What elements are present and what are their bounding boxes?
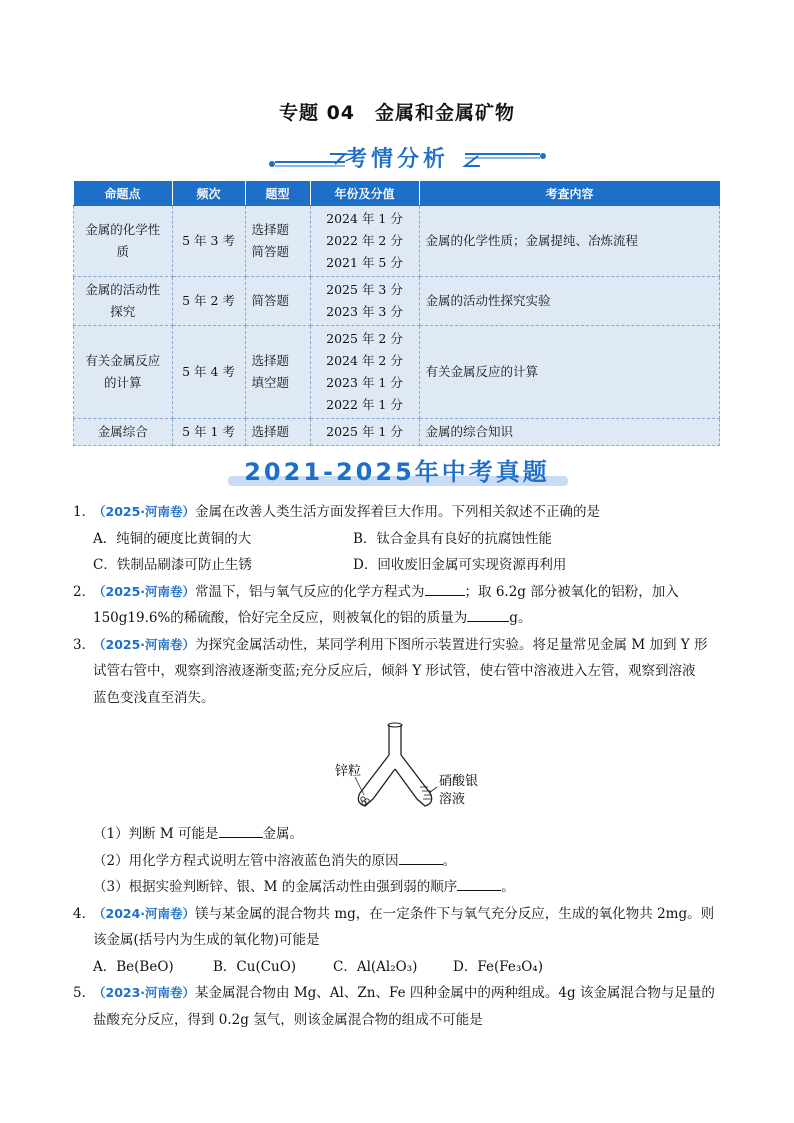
question-4-options <box>73 954 733 981</box>
cell-content: 金属的综合知识 <box>419 419 720 446</box>
question-stem: 为探究金属活动性，某同学利用下图所示装置进行实验。将足量常见金属 M 加到 Y 形 <box>195 636 708 653</box>
table-row <box>74 326 720 419</box>
question-5 <box>73 980 733 1007</box>
cell-frequency: 5 年 3 考 <box>172 206 245 277</box>
sub-question-text: 。 <box>501 879 515 895</box>
question-number: 1． <box>73 504 96 520</box>
cell-content: 金属的化学性质；金属提纯、冶炼流程 <box>419 206 720 277</box>
option-a: A．Be(BeO) <box>93 958 174 975</box>
option-c: C．Al(Al₂O₃) <box>333 958 418 975</box>
cell-frequency: 5 年 1 考 <box>172 419 245 446</box>
question-1 <box>73 499 733 526</box>
question-number: 3． <box>73 636 96 653</box>
sub-question-text: （2）用化学方程式说明左管中溶液蓝色消失的原因 <box>93 852 399 869</box>
label-silver-nitrate: 硝酸银 <box>439 774 479 789</box>
question-number: 5． <box>73 985 96 1001</box>
question-stem: 某金属混合物由 Mg、Al、Zn、Fe 四种金属中的两种组成。4g 该金属混合物与足量的 <box>195 985 715 1001</box>
col-header-content: 考查内容 <box>419 181 720 206</box>
question-stem: 150g19.6%的稀硫酸，恰好完全反应，则被氧化的铝的质量为 <box>93 610 468 626</box>
cell-topic: 金属的化学性 质 <box>74 206 173 277</box>
question-stem: g。 <box>509 610 532 626</box>
answer-blank <box>467 607 509 622</box>
cell-topic: 有关金属反应 的计算 <box>74 326 173 419</box>
cell-topic: 金属的活动性 探究 <box>74 277 173 326</box>
answer-blank <box>399 850 443 865</box>
question-source: （2025·河南卷） <box>93 504 196 519</box>
question-3-line-2: 试管右管中，观察到溶液逐渐变蓝;充分反应后，倾斜 Y 形试管，使右管中溶液进入左管，观察到溶液 <box>93 663 696 679</box>
question-source: （2023·河南卷） <box>93 985 196 1000</box>
answer-blank <box>425 581 465 596</box>
question-4-line-2: 该金属(括号内为生成的氧化物)可能是 <box>93 932 320 948</box>
page-title: 专题 04 金属和金属矿物 <box>278 102 516 124</box>
cell-years: 2025 年 1 分 <box>310 419 419 446</box>
question-2 <box>73 579 733 606</box>
option-b: B．钛合金具有良好的抗腐蚀性能 <box>353 530 552 547</box>
label-zinc-granules: 锌粒 <box>335 764 362 779</box>
question-source: （2025·河南卷） <box>93 636 196 652</box>
table-row <box>74 277 720 326</box>
answer-blank <box>457 876 501 891</box>
table-header-row <box>74 181 720 206</box>
cell-content: 金属的活动性探究实验 <box>419 277 720 326</box>
option-a: A．纯铜的硬度比黄铜的大 <box>93 530 252 547</box>
sub-question-text: （3）根据实验判断锌、银、M 的金属活动性由强到弱的顺序 <box>93 879 458 895</box>
table-row <box>74 419 720 446</box>
table-row <box>74 206 720 277</box>
cell-type: 简答题 <box>245 277 310 326</box>
col-header-years: 年份及分值 <box>310 181 419 206</box>
question-stem: ；取 6.2g 部分被氧化的铝粉，加入 <box>464 583 679 600</box>
question-3-sub-1 <box>73 821 733 848</box>
section-title: 2021-2025年中考真题 <box>244 458 550 486</box>
question-list <box>73 499 733 1033</box>
sub-question-text: 。 <box>442 852 457 869</box>
sub-question-text: （1）判断 M 可能是 <box>93 826 219 842</box>
question-4 <box>73 901 733 928</box>
cell-frequency: 5 年 4 考 <box>172 326 245 419</box>
question-5-line-2: 盐酸充分反应，得到 0.2g 氢气，则该金属混合物的组成不可能是 <box>93 1011 483 1028</box>
question-3 <box>73 632 733 659</box>
option-b: B．Cu(CuO) <box>213 958 297 975</box>
question-stem: 金属在改善人类生活方面发挥着巨大作用。下列相关叙述不正确的是 <box>195 504 601 520</box>
cell-type: 选择题 <box>245 419 310 446</box>
cell-years: 2025 年 2 分 2024 年 2 分 2023 年 1 分 2022 年 1 分 <box>310 326 419 419</box>
cell-frequency: 5 年 2 考 <box>172 277 245 326</box>
banner-title: 考情分析 <box>344 147 449 172</box>
question-3-sub-2 <box>73 848 733 875</box>
option-c: C．铁制品刷漆可防止生锈 <box>93 557 252 573</box>
cell-content: 有关金属反应的计算 <box>419 326 720 419</box>
question-3-line-3: 蓝色变浅直至消失。 <box>93 689 215 706</box>
cell-type: 选择题 简答题 <box>245 206 310 277</box>
col-header-frequency: 频次 <box>172 181 245 206</box>
y-tube-diagram <box>73 711 733 821</box>
cell-type: 选择题 填空题 <box>245 326 310 419</box>
question-1-options-row-1 <box>73 526 733 553</box>
question-2-continued <box>73 605 733 632</box>
sub-question-text: 金属。 <box>262 826 303 842</box>
y-tube-figure <box>73 711 733 821</box>
question-3-sub-3 <box>73 874 733 901</box>
cell-years: 2025 年 3 分 2023 年 3 分 <box>310 277 419 326</box>
option-d: D．回收废旧金属可实现资源再利用 <box>353 557 567 573</box>
question-1-options-row-2 <box>73 552 733 579</box>
question-number: 2． <box>73 583 96 600</box>
label-solution: 溶液 <box>439 792 466 807</box>
question-number: 4． <box>73 905 96 922</box>
question-stem: 镁与某金属的混合物共 mg，在一定条件下与氧气充分反应，生成的氧化物共 2mg。则 <box>195 905 715 922</box>
question-source: （2025·河南卷） <box>93 583 196 599</box>
col-header-type: 题型 <box>245 181 310 206</box>
answer-blank <box>219 823 263 838</box>
cell-topic: 金属综合 <box>74 419 173 446</box>
question-stem: 常温下，铝与氧气反应的化学方程式为 <box>195 583 425 600</box>
col-header-topic: 命题点 <box>74 181 173 206</box>
exam-analysis-table <box>73 181 720 446</box>
option-d: D．Fe(Fe₃O₄) <box>453 958 543 975</box>
question-source: （2024·河南卷） <box>93 905 196 921</box>
cell-years: 2024 年 1 分 2022 年 2 分 2021 年 5 分 <box>310 206 419 277</box>
